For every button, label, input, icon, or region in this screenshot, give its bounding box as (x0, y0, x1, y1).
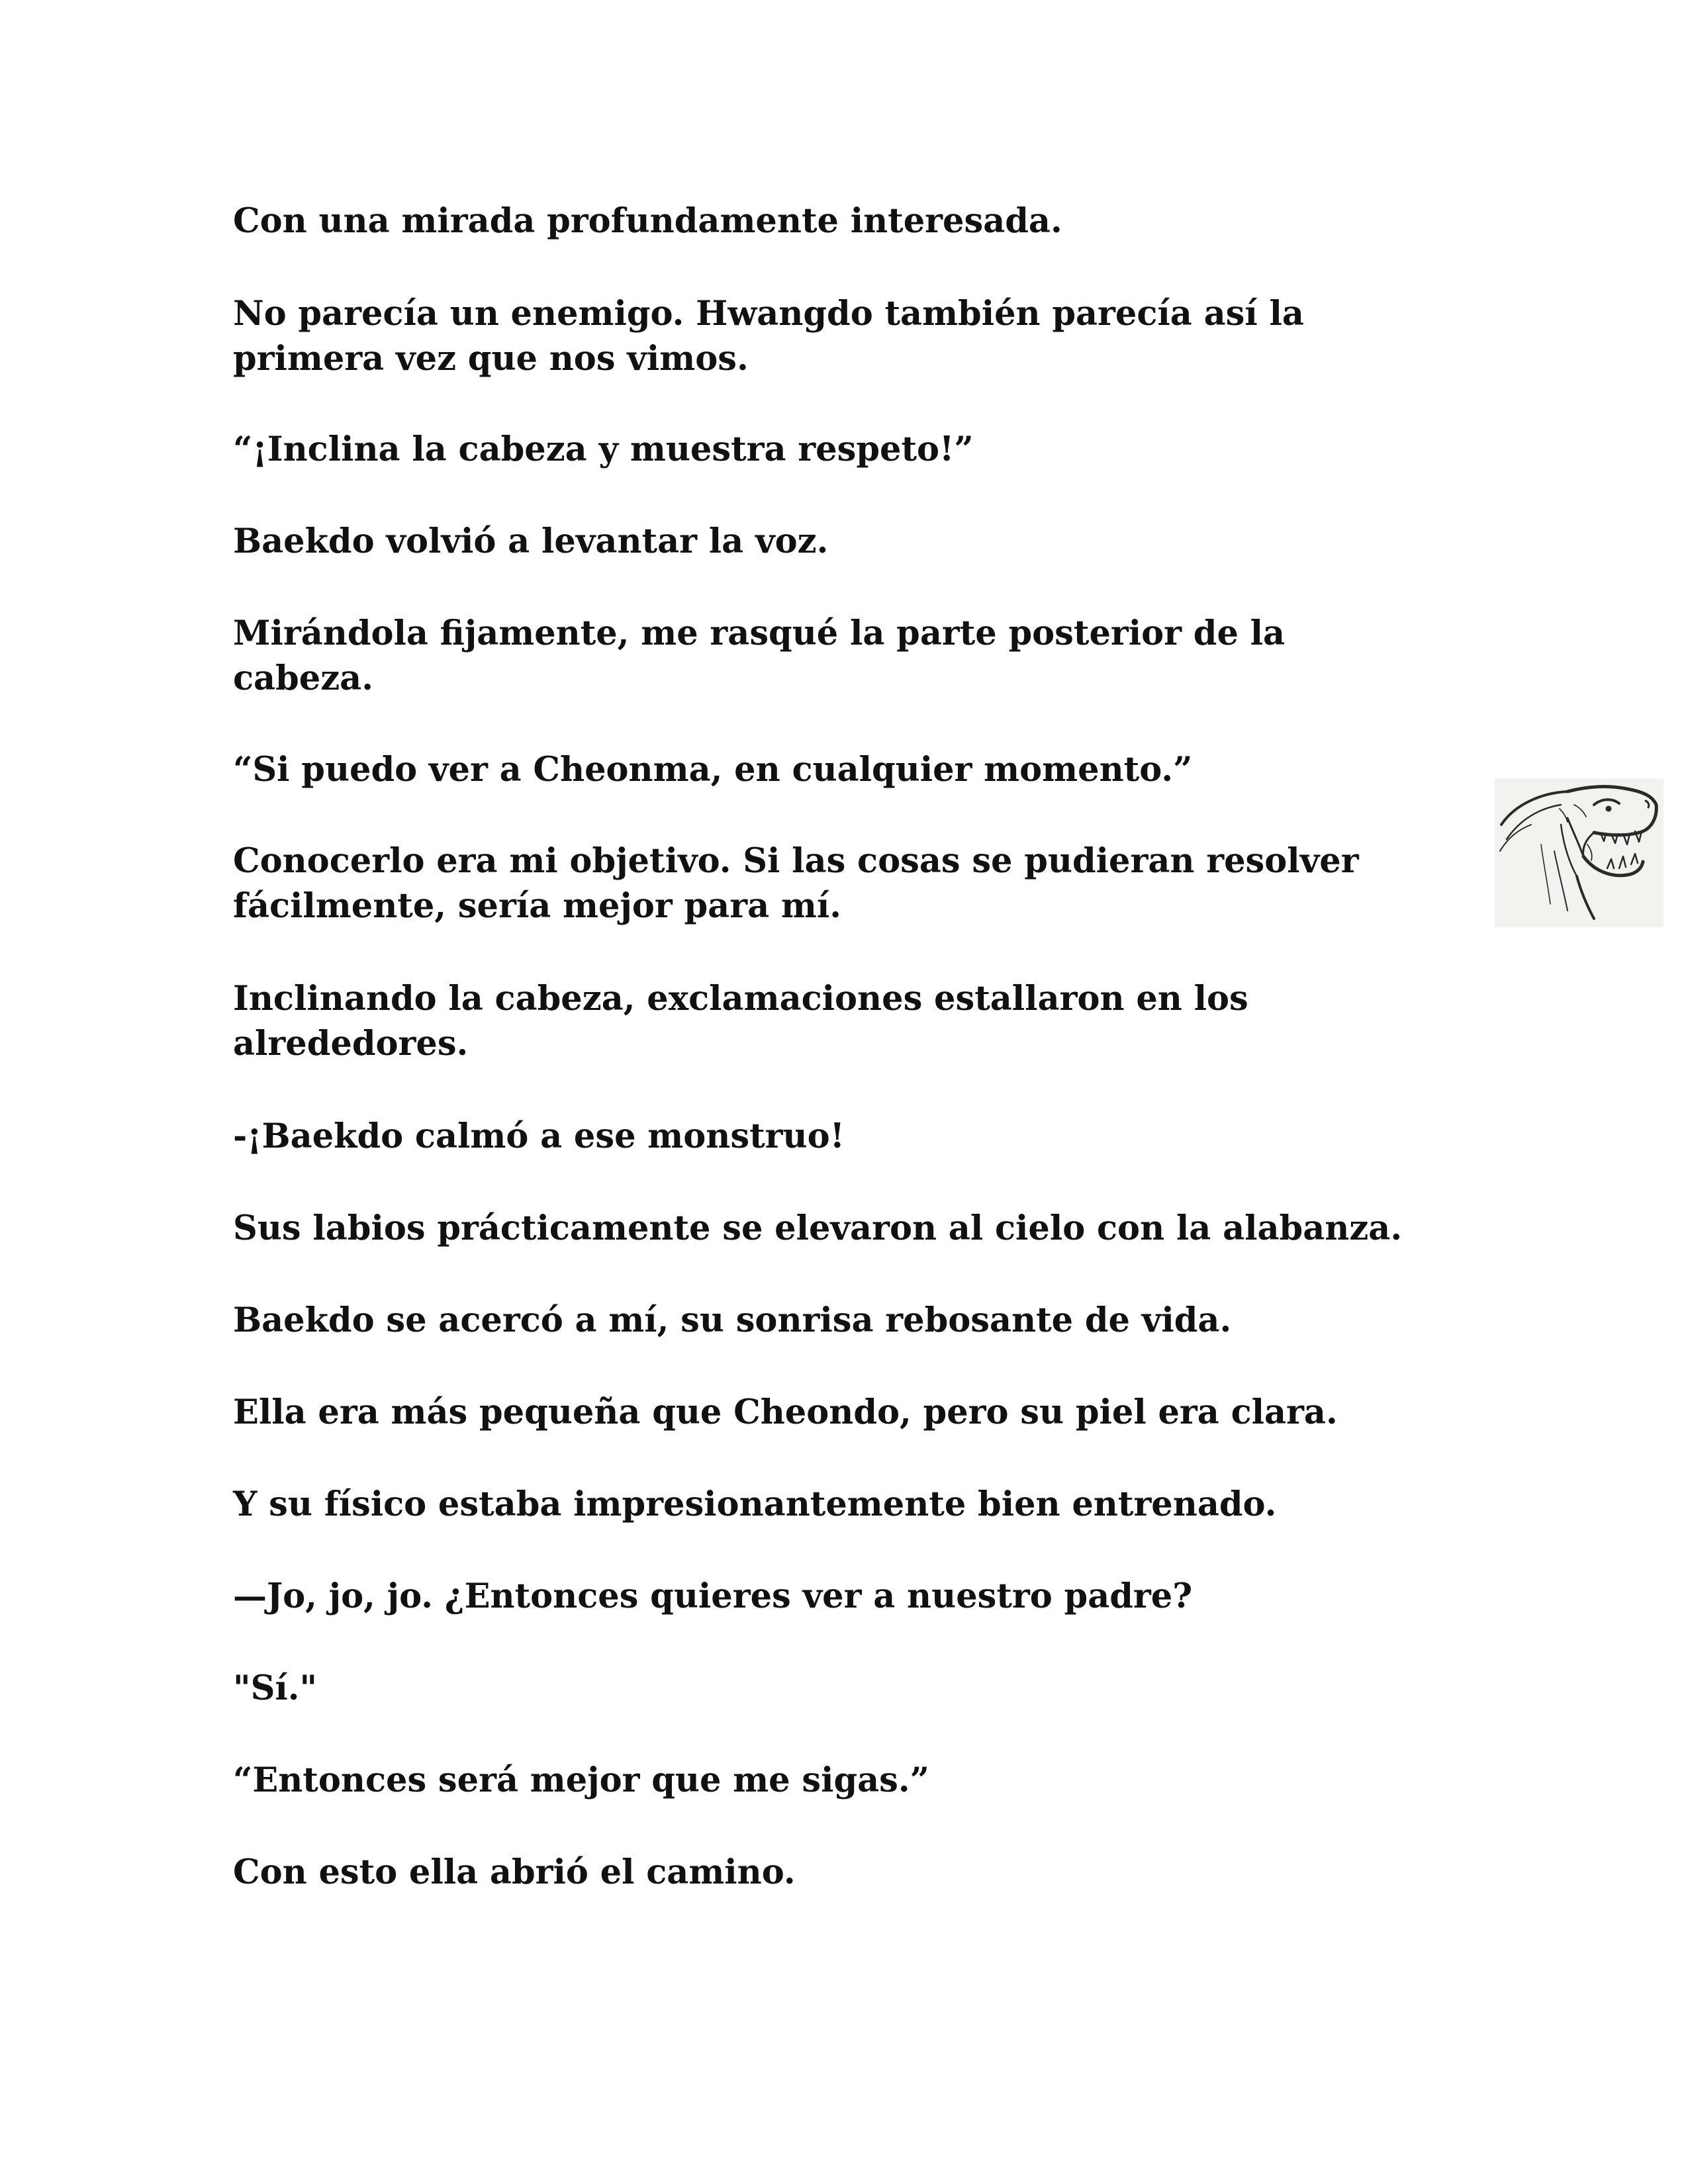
paragraph-14: —Jo, jo, jo. ¿Entonces quieres ver a nuestro padre? (233, 1576, 1193, 1616)
paragraph-7: Conocerlo era mi objetivo. Si las cosas se pudieran resolver fácilmente, sería mejor para mí. (233, 841, 1359, 926)
paragraph-10: Sus labios prácticamente se elevaron al cielo con la alabanza. (233, 1208, 1403, 1248)
paragraph-5: Mirándola fijamente, me rasqué la parte posterior de la cabeza. (233, 614, 1286, 698)
paragraph-2: No parecía un enemigo. Hwangdo también parecía así la primera vez que nos vimos. (233, 294, 1304, 379)
paragraph-8: Inclinando la cabeza, exclamaciones estallaron en los alrededores. (233, 979, 1248, 1064)
paragraph-17: Con esto ella abrió el camino. (233, 1852, 796, 1892)
paragraph-15: "Sí." (233, 1668, 318, 1708)
paragraph-16: “Entonces será mejor que me sigas.” (233, 1760, 929, 1800)
paragraph-3: “¡Inclina la cabeza y muestra respeto!” (233, 430, 974, 469)
paragraph-12: Ella era más pequeña que Cheondo, pero su piel era clara. (233, 1392, 1338, 1432)
paragraph-1: Con una mirada profundamente interesada. (233, 201, 1062, 241)
paragraph-9: -¡Baekdo calmó a ese monstruo! (233, 1116, 845, 1156)
paragraph-13: Y su físico estaba impresionantemente bien entrenado. (233, 1484, 1277, 1524)
paragraph-4: Baekdo volvió a levantar la voz. (233, 522, 829, 561)
dinosaur-head-sketch-icon (1495, 778, 1664, 927)
paragraph-6: “Si puedo ver a Cheonma, en cualquier momento.” (233, 750, 1193, 790)
paragraph-11: Baekdo se acercó a mí, su sonrisa rebosante de vida. (233, 1300, 1232, 1340)
